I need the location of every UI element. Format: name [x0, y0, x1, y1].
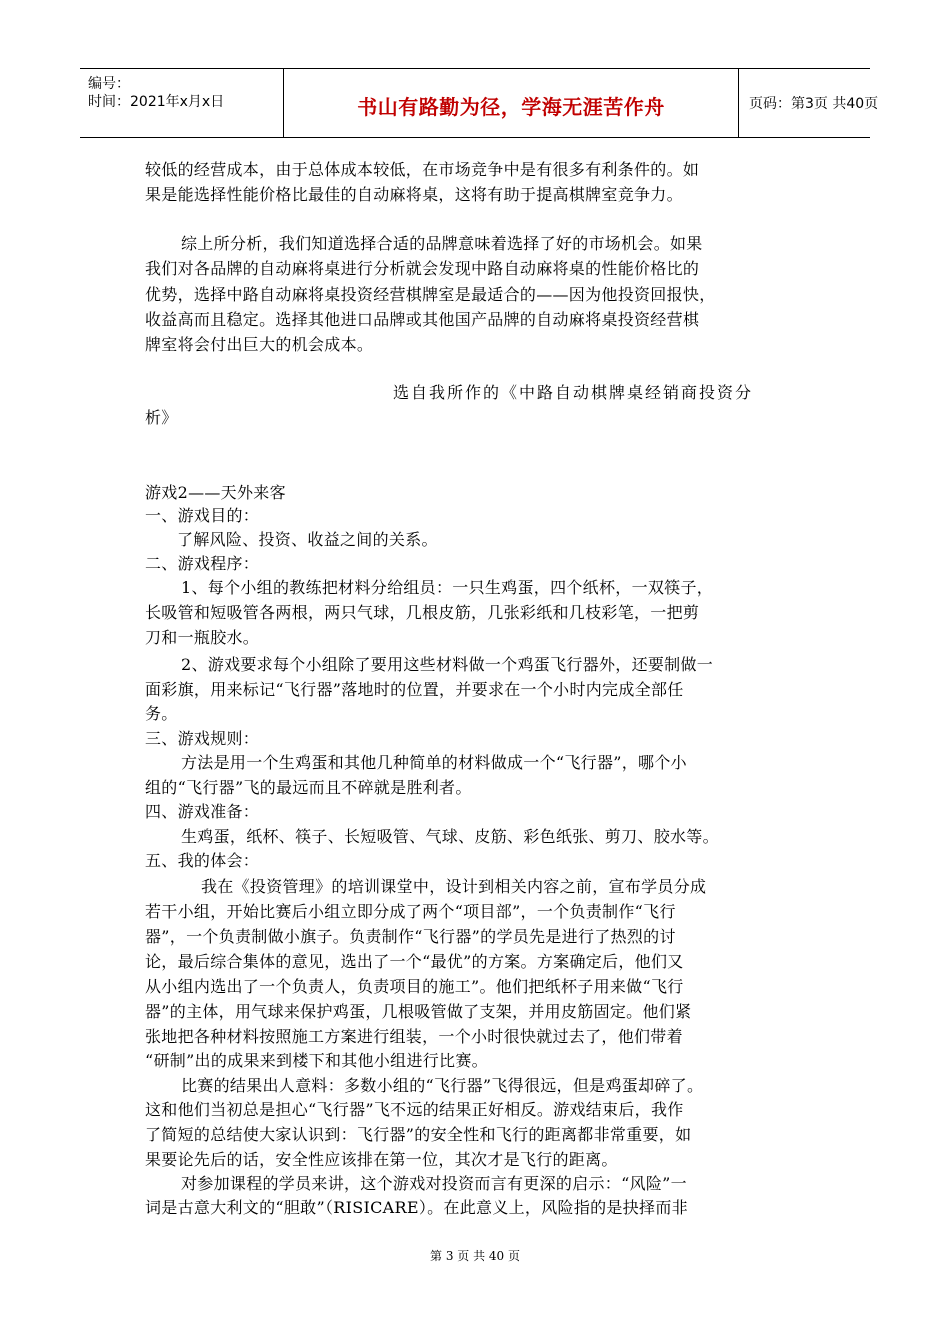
body-line: 组的“飞行器”飞的最远而且不碎就是胜利者。 — [145, 778, 472, 797]
body-line: 较低的经营成本，由于总体成本较低，在市场竞争中是有很多有利条件的。如 — [145, 160, 700, 179]
header-meta-cell — [80, 69, 284, 137]
body-line: 我在《投资管理》的培训课堂中，设计到相关内容之前，宣布学员分成 — [201, 877, 707, 896]
body-line: 综上所分析，我们知道选择合适的品牌意味着选择了好的市场机会。如果 — [181, 234, 703, 253]
body-line: 我们对各品牌的自动麻将桌进行分析就会发现中路自动麻将桌的性能价格比的 — [145, 259, 700, 278]
body-line: 张地把各种材料按照施工方案进行组装，一个小时很快就过去了，他们带着 — [145, 1027, 683, 1046]
source-citation: 析》 — [145, 408, 178, 427]
section-heading: 四、游戏准备： — [145, 802, 260, 821]
body-line: 2、游戏要求每个小组除了要用这些材料做一个鸡蛋飞行器外，还要制做一 — [181, 655, 714, 674]
body-line: 对参加课程的学员来讲，这个游戏对投资而言有更深的启示：“风险”一 — [181, 1174, 687, 1193]
body-line: 词是古意大利文的“胆敢”（RISICARE）。在此意义上，风险指的是抉择而非 — [145, 1198, 688, 1217]
body-line: 果要论先后的话，安全性应该排在第一位，其次才是飞行的距离。 — [145, 1150, 618, 1169]
body-line: 牌室将会付出巨大的机会成本。 — [145, 335, 374, 354]
section-heading: 一、游戏目的： — [145, 506, 260, 525]
body-line: 务。 — [145, 704, 178, 723]
body-line: 这和他们当初总是担心“飞行器”飞不远的结果正好相反。游戏结束后，我作 — [145, 1100, 684, 1119]
page-header — [80, 68, 879, 138]
body-line: “研制”出的成果来到楼下和其他小组进行比赛。 — [145, 1051, 488, 1070]
body-line: 若干小组，开始比赛后小组立即分成了两个“项目部”，一个负责制作“飞行 — [145, 902, 676, 921]
body-line: 优势，选择中路自动麻将桌投资经营棋牌室是最适合的——因为他投资回报快， — [145, 285, 716, 304]
body-line: 1、每个小组的教练把材料分给组员：一只生鸡蛋，四个纸杯，一双筷子， — [181, 578, 714, 597]
section-heading: 二、游戏程序： — [145, 554, 260, 573]
body-line: 刀和一瓶胶水。 — [145, 628, 260, 647]
body-line: 了解风险、投资、收益之间的关系。 — [177, 530, 438, 549]
body-line: 从小组内选出了一个负责人，负责项目的施工”。他们把纸杯子用来做“飞行 — [145, 977, 684, 996]
body-line: 论，最后综合集体的意见，选出了一个“最优”的方案。方案确定后，他们又 — [145, 952, 684, 971]
body-line: 长吸管和短吸管各两根，两只气球，几根皮筋，几张彩纸和几枝彩笔，一把剪 — [145, 603, 700, 622]
body-line: 面彩旗，用来标记“飞行器”落地时的位置，并要求在一个小时内完成全部任 — [145, 680, 684, 699]
body-line: 方法是用一个生鸡蛋和其他几种简单的材料做成一个“飞行器”，哪个小 — [181, 753, 687, 772]
date-label: 时间：2021年x月x日 — [88, 94, 225, 110]
source-citation: 选自我所作的《中路自动棋牌桌经销商投资分 — [393, 383, 754, 402]
body-line: 比赛的结果出人意料：多数小组的“飞行器”飞得很远，但是鸡蛋却碎了。 — [181, 1076, 704, 1095]
body-line: 果是能选择性能价格比最佳的自动麻将桌，这将有助于提高棋牌室竞争力。 — [145, 185, 683, 204]
page-footer: 第 3 页 共 40 页 — [430, 1249, 520, 1263]
body-line: 了简短的总结使大家认识到：飞行器”的安全性和飞行的距离都非常重要，如 — [145, 1125, 692, 1144]
section-heading: 五、我的体会： — [145, 851, 260, 870]
page-number-label: 页码：第3页 共40页 — [749, 96, 879, 112]
header-motto: 书山有路勤为径，学海无涯苦作舟 — [357, 95, 665, 119]
body-line: 收益高而且稳定。选择其他进口品牌或其他国产品牌的自动麻将桌投资经营棋 — [145, 310, 700, 329]
header-motto-cell — [284, 69, 739, 137]
document-number-label: 编号： — [88, 76, 130, 92]
body-line: 生鸡蛋，纸杯、筷子、长短吸管、气球、皮筋、彩色纸张、剪刀、胶水等。 — [181, 827, 719, 846]
header-page-cell — [739, 69, 879, 137]
body-line: 器”，一个负责制做小旗子。负责制作“飞行器”的学员先是进行了热烈的讨 — [145, 927, 676, 946]
section-heading: 三、游戏规则： — [145, 729, 260, 748]
section-title: 游戏2——天外来客 — [145, 483, 286, 502]
body-line: 器”的主体，用气球来保护鸡蛋，几根吸管做了支架，并用皮筋固定。他们紧 — [145, 1002, 692, 1021]
